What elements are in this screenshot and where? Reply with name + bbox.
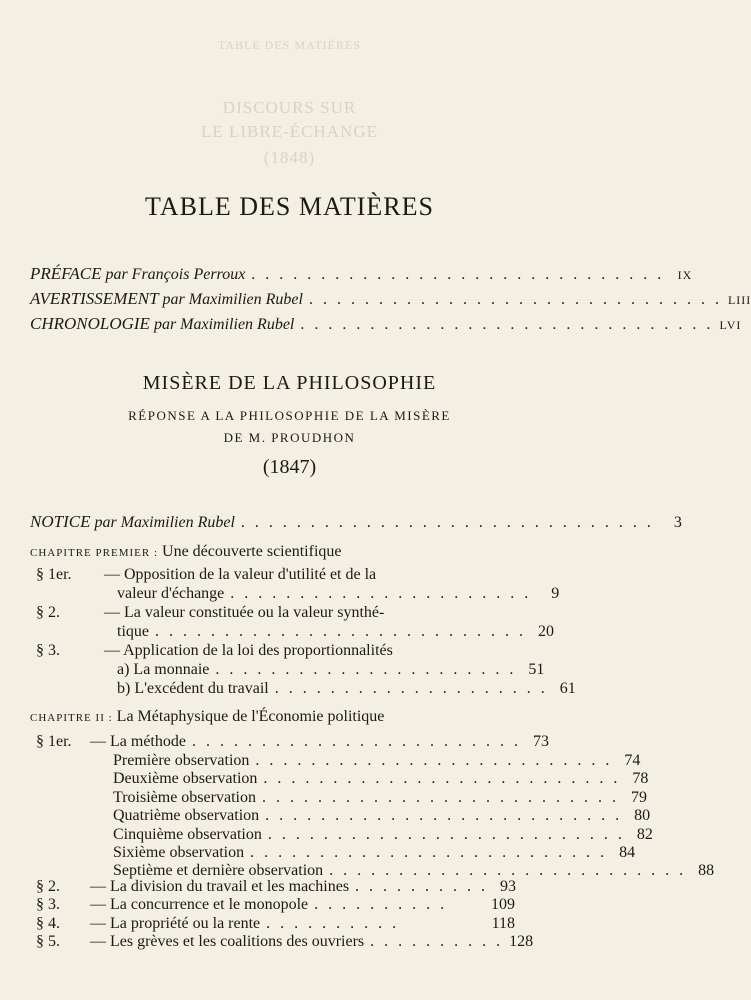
section-label: — La méthode: [90, 733, 186, 750]
toc-entry-chronologie: [30, 314, 742, 334]
subsection-excedent: [117, 680, 576, 698]
dot-leader: . . . . . . . . . .: [314, 896, 448, 914]
entry-page: 3: [673, 514, 682, 531]
entry-page: LVI: [719, 318, 742, 332]
show-through-line-2: LE LIBRE-ÉCHANGE: [200, 122, 378, 141]
chapter-label: CHAPITRE PREMIER :: [30, 547, 159, 559]
section-label: — La propriété ou la rente: [90, 914, 261, 932]
dot-leader: . . . . . . . . . . . . . . . . . . . . . . . . . .: [261, 788, 619, 806]
entry-label: NOTICE: [30, 512, 91, 531]
section-label: — Les grèves et les coalitions des ouvriers: [90, 933, 365, 951]
work-subtitle-2: DE M. PROUDHON: [223, 430, 356, 445]
show-through-line-3: (1848): [263, 148, 316, 167]
entry-page: IX: [677, 268, 693, 282]
entry-page: 82: [636, 825, 653, 843]
subsection-label: b) L'excédent du travail: [117, 680, 269, 697]
observation-label: Première observation: [113, 752, 250, 769]
section-line-1: — Application de la loi des proportionnalités: [104, 642, 393, 659]
dot-leader: . . . . . . . . . . . . . . . . . . . . . . . . . .: [265, 807, 623, 825]
dot-leader: . . . . . . . . . .: [370, 933, 504, 951]
section-num: § 2.: [36, 604, 60, 621]
entry-page: 79: [630, 788, 647, 806]
dot-leader: . . . . . . . . . . . . . . . . . . . . . . . . . .: [263, 770, 621, 788]
dot-leader: . . . . . . . . . . . . . . . . . . . . . . . . . .: [329, 862, 687, 880]
observation-label: Troisième observation: [113, 788, 256, 806]
work-year: (1847): [262, 456, 317, 478]
page-title: TABLE DES MATIÈRES: [145, 192, 434, 221]
entry-page: 20: [538, 623, 554, 640]
observation-entry: [113, 825, 653, 844]
observation-entry: [113, 770, 649, 788]
observation-entry: [113, 844, 636, 862]
section-num: § 1er.: [36, 733, 72, 750]
dot-leader: . . . . . . . . . . . . . . . . . . . . . . . . . .: [250, 844, 608, 861]
section-entry: [90, 933, 534, 951]
dot-leader: . . . . . . . . . . . . . . . . . . . . . . . . . . .: [155, 623, 526, 640]
section-line-2: tique: [117, 623, 149, 640]
observation-label: Quatrième observation: [113, 807, 260, 825]
toc-entry-notice: [30, 512, 682, 532]
entry-author: par Maximilien Rubel: [94, 514, 235, 531]
section-num: § 3.: [36, 896, 60, 914]
section-num: § 1er.: [36, 566, 72, 583]
dot-leader: . . . . . . . . . . . . . . . . . . . . . .: [230, 585, 532, 602]
entry-page: 109: [491, 896, 515, 914]
work-subtitle-1: RÉPONSE A LA PHILOSOPHIE DE LA MISÈRE: [128, 408, 451, 423]
entry-author: par François Perroux: [105, 266, 246, 283]
section-entry: [90, 878, 515, 896]
dot-leader: . . . . . . . . . . . . . . . . . . . . . .: [215, 661, 517, 678]
section-num: § 2.: [36, 878, 60, 895]
entry-page: 80: [634, 807, 651, 825]
dot-leader: . . . . . . . . . . . . . . . . . . . . . . . . . . . . . .: [251, 266, 665, 283]
work-title: MISÈRE DE LA PHILOSOPHIE: [142, 372, 437, 394]
dot-leader: . . . . . . . . . .: [355, 878, 489, 895]
dot-leader: . . . . . . . . . . . . . . . . . . . . . . . . . . . . . .: [308, 291, 722, 308]
chapter-title: La Métaphysique de l'Économie politique: [116, 708, 385, 725]
toc-entry-avertissement: [30, 289, 751, 309]
entry-label: AVERTISSEMENT: [30, 289, 159, 308]
entry-page: 73: [532, 733, 549, 750]
section-line-1: — Opposition de la valeur d'utilité et de la: [104, 566, 377, 583]
section-entry: [90, 896, 515, 914]
entry-label: PRÉFACE: [30, 264, 102, 283]
entry-page: 88: [698, 862, 715, 880]
observation-label: Sixième observation: [113, 844, 245, 861]
entry-author: par Maximilien Rubel: [153, 316, 295, 333]
entry-page: 118: [491, 914, 515, 932]
observation-label: Septième et dernière observation: [113, 862, 324, 880]
entry-page: LIII: [727, 293, 751, 307]
observation-entry: [113, 788, 647, 807]
section-2-line-2: [117, 623, 554, 641]
dot-leader: . . . . . . . . . . . . . . . . . . . .: [274, 680, 548, 697]
dot-leader: . . . . . . . . . . . . . . . . . . . . . . . .: [191, 733, 521, 750]
toc-entry-preface: [30, 264, 693, 284]
observation-entry: [113, 752, 641, 770]
section-num: § 5.: [36, 933, 60, 951]
section-line-1: — La valeur constituée ou la valeur synthé-: [104, 604, 385, 621]
observation-label: Cinquième observation: [113, 825, 262, 843]
dot-leader: . . . . . . . . . .: [266, 914, 400, 932]
chapter-title: Une découverte scientifique: [162, 543, 342, 560]
observation-entry: [113, 807, 651, 825]
chapter-1-heading: [30, 543, 342, 561]
section-methode: [90, 733, 549, 751]
show-through-line-1: DISCOURS SUR: [222, 98, 357, 117]
dot-leader: . . . . . . . . . . . . . . . . . . . . . . . . . . . . . .: [300, 316, 714, 333]
show-through-header: TABLE DES MATIÈRES: [217, 38, 362, 52]
section-num: § 4.: [36, 914, 60, 932]
subsection-label: a) La monnaie: [117, 661, 210, 678]
section-entry: [90, 915, 515, 933]
dot-leader: . . . . . . . . . . . . . . . . . . . . . . . . . . . . . .: [240, 514, 654, 531]
observation-label: Deuxième observation: [113, 770, 258, 788]
entry-page: 74: [624, 752, 641, 769]
chapter-label: CHAPITRE II :: [30, 712, 113, 724]
entry-page: 61: [559, 680, 576, 697]
section-line-2: valeur d'échange: [117, 585, 225, 602]
entry-page: 9: [551, 585, 560, 602]
entry-page: 93: [500, 878, 517, 895]
dot-leader: . . . . . . . . . . . . . . . . . . . . . . . . . .: [255, 752, 613, 769]
entry-author: par Maximilien Rubel: [162, 291, 303, 308]
dot-leader: . . . . . . . . . . . . . . . . . . . . . . . . . .: [267, 825, 625, 843]
chapter-2-heading: [30, 708, 384, 726]
entry-label: CHRONOLOGIE: [30, 314, 150, 333]
section-label: — La concurrence et le monopole: [90, 896, 309, 914]
subsection-monnaie: [117, 661, 545, 679]
section-num: § 3.: [36, 642, 60, 659]
section-label: — La division du travail et les machines: [90, 878, 350, 895]
entry-page: 84: [619, 844, 636, 861]
entry-page: 128: [509, 933, 534, 951]
entry-page: 51: [528, 661, 545, 678]
entry-page: 78: [632, 770, 649, 788]
section-1-line-2: [117, 585, 560, 603]
